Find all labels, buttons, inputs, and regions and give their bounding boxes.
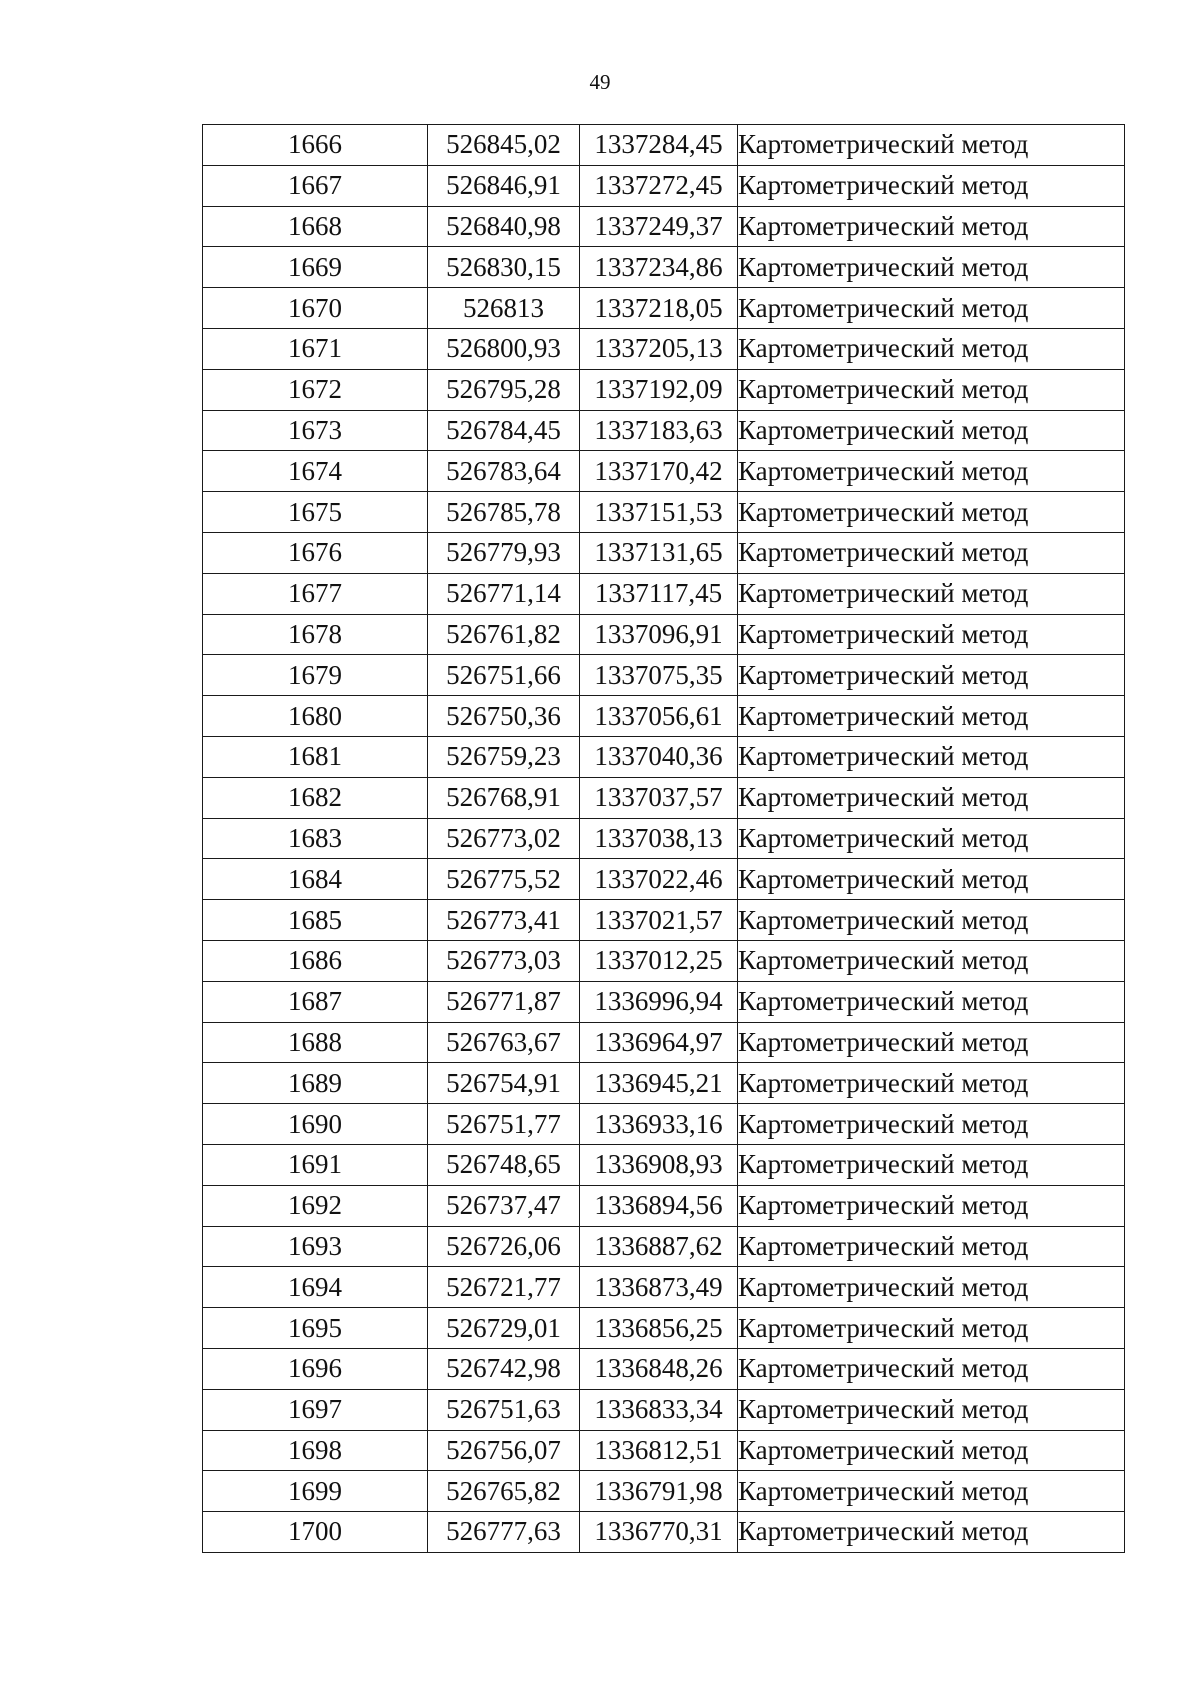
y-coordinate-cell: 1337205,13: [580, 328, 738, 369]
x-coordinate-cell: 526795,28: [428, 369, 580, 410]
point-number-cell: 1679: [203, 655, 428, 696]
y-coordinate-cell: 1337096,91: [580, 614, 738, 655]
y-coordinate-cell: 1336791,98: [580, 1471, 738, 1512]
table-row: [203, 1185, 1125, 1226]
point-number-cell: 1677: [203, 573, 428, 614]
point-number-cell: 1675: [203, 492, 428, 533]
y-coordinate-cell: 1336894,56: [580, 1185, 738, 1226]
table-row: [203, 328, 1125, 369]
y-coordinate-cell: 1337075,35: [580, 655, 738, 696]
point-number-cell: 1692: [203, 1185, 428, 1226]
method-cell: Картометрический метод: [738, 451, 1125, 492]
method-cell: Картометрический метод: [738, 614, 1125, 655]
y-coordinate-cell: 1336873,49: [580, 1267, 738, 1308]
method-cell: Картометрический метод: [738, 1348, 1125, 1389]
x-coordinate-cell: 526768,91: [428, 777, 580, 818]
x-coordinate-cell: 526765,82: [428, 1471, 580, 1512]
table-row: [203, 614, 1125, 655]
point-number-cell: 1674: [203, 451, 428, 492]
method-cell: Картометрический метод: [738, 981, 1125, 1022]
point-number-cell: 1685: [203, 900, 428, 941]
method-cell: Картометрический метод: [738, 165, 1125, 206]
x-coordinate-cell: 526771,87: [428, 981, 580, 1022]
y-coordinate-cell: 1336996,94: [580, 981, 738, 1022]
y-coordinate-cell: 1336833,34: [580, 1389, 738, 1430]
table-row: [203, 900, 1125, 941]
table-row: [203, 532, 1125, 573]
y-coordinate-cell: 1337131,65: [580, 532, 738, 573]
x-coordinate-cell: 526721,77: [428, 1267, 580, 1308]
point-number-cell: 1673: [203, 410, 428, 451]
point-number-cell: 1698: [203, 1430, 428, 1471]
y-coordinate-cell: 1337021,57: [580, 900, 738, 941]
table-row: [203, 1471, 1125, 1512]
method-cell: Картометрический метод: [738, 1226, 1125, 1267]
point-number-cell: 1676: [203, 532, 428, 573]
x-coordinate-cell: 526813: [428, 288, 580, 329]
x-coordinate-cell: 526759,23: [428, 736, 580, 777]
method-cell: Картометрический метод: [738, 1063, 1125, 1104]
point-number-cell: 1687: [203, 981, 428, 1022]
table-row: [203, 1063, 1125, 1104]
y-coordinate-cell: 1336856,25: [580, 1308, 738, 1349]
method-cell: Картометрический метод: [738, 777, 1125, 818]
point-number-cell: 1695: [203, 1308, 428, 1349]
table-row: [203, 655, 1125, 696]
table-row: [203, 1267, 1125, 1308]
x-coordinate-cell: 526771,14: [428, 573, 580, 614]
method-cell: Картометрический метод: [738, 1267, 1125, 1308]
point-number-cell: 1669: [203, 247, 428, 288]
table-row: [203, 573, 1125, 614]
point-number-cell: 1668: [203, 206, 428, 247]
point-number-cell: 1681: [203, 736, 428, 777]
point-number-cell: 1697: [203, 1389, 428, 1430]
method-cell: Картометрический метод: [738, 1471, 1125, 1512]
table-row: [203, 1389, 1125, 1430]
table-row: [203, 451, 1125, 492]
method-cell: Картометрический метод: [738, 288, 1125, 329]
x-coordinate-cell: 526751,66: [428, 655, 580, 696]
method-cell: Картометрический метод: [738, 1308, 1125, 1349]
table-row: [203, 1430, 1125, 1471]
method-cell: Картометрический метод: [738, 736, 1125, 777]
method-cell: Картометрический метод: [738, 206, 1125, 247]
x-coordinate-cell: 526830,15: [428, 247, 580, 288]
x-coordinate-cell: 526773,03: [428, 940, 580, 981]
x-coordinate-cell: 526763,67: [428, 1022, 580, 1063]
y-coordinate-cell: 1337284,45: [580, 125, 738, 166]
x-coordinate-cell: 526777,63: [428, 1512, 580, 1553]
y-coordinate-cell: 1336945,21: [580, 1063, 738, 1104]
point-number-cell: 1699: [203, 1471, 428, 1512]
table-row: [203, 125, 1125, 166]
point-number-cell: 1689: [203, 1063, 428, 1104]
point-number-cell: 1671: [203, 328, 428, 369]
x-coordinate-cell: 526775,52: [428, 859, 580, 900]
x-coordinate-cell: 526751,63: [428, 1389, 580, 1430]
table-row: [203, 1104, 1125, 1145]
coordinates-table-body: [203, 125, 1125, 1553]
y-coordinate-cell: 1336812,51: [580, 1430, 738, 1471]
table-row: [203, 696, 1125, 737]
x-coordinate-cell: 526846,91: [428, 165, 580, 206]
table-row: [203, 940, 1125, 981]
y-coordinate-cell: 1336887,62: [580, 1226, 738, 1267]
table-row: [203, 1308, 1125, 1349]
point-number-cell: 1680: [203, 696, 428, 737]
method-cell: Картометрический метод: [738, 655, 1125, 696]
table-row: [203, 369, 1125, 410]
y-coordinate-cell: 1337183,63: [580, 410, 738, 451]
x-coordinate-cell: 526737,47: [428, 1185, 580, 1226]
x-coordinate-cell: 526800,93: [428, 328, 580, 369]
y-coordinate-cell: 1337037,57: [580, 777, 738, 818]
x-coordinate-cell: 526840,98: [428, 206, 580, 247]
table-row: [203, 288, 1125, 329]
point-number-cell: 1696: [203, 1348, 428, 1389]
table-row: [203, 1022, 1125, 1063]
x-coordinate-cell: 526779,93: [428, 532, 580, 573]
x-coordinate-cell: 526742,98: [428, 1348, 580, 1389]
x-coordinate-cell: 526750,36: [428, 696, 580, 737]
x-coordinate-cell: 526773,41: [428, 900, 580, 941]
y-coordinate-cell: 1336908,93: [580, 1144, 738, 1185]
point-number-cell: 1684: [203, 859, 428, 900]
y-coordinate-cell: 1337218,05: [580, 288, 738, 329]
point-number-cell: 1693: [203, 1226, 428, 1267]
y-coordinate-cell: 1337117,45: [580, 573, 738, 614]
method-cell: Картометрический метод: [738, 1185, 1125, 1226]
method-cell: Картометрический метод: [738, 573, 1125, 614]
table-row: [203, 165, 1125, 206]
method-cell: Картометрический метод: [738, 1430, 1125, 1471]
table-row: [203, 1144, 1125, 1185]
point-number-cell: 1694: [203, 1267, 428, 1308]
x-coordinate-cell: 526726,06: [428, 1226, 580, 1267]
table-row: [203, 859, 1125, 900]
table-row: [203, 410, 1125, 451]
point-number-cell: 1700: [203, 1512, 428, 1553]
method-cell: Картометрический метод: [738, 818, 1125, 859]
table-row: [203, 777, 1125, 818]
y-coordinate-cell: 1337040,36: [580, 736, 738, 777]
y-coordinate-cell: 1336770,31: [580, 1512, 738, 1553]
x-coordinate-cell: 526751,77: [428, 1104, 580, 1145]
method-cell: Картометрический метод: [738, 1389, 1125, 1430]
y-coordinate-cell: 1337012,25: [580, 940, 738, 981]
y-coordinate-cell: 1337151,53: [580, 492, 738, 533]
method-cell: Картометрический метод: [738, 328, 1125, 369]
x-coordinate-cell: 526754,91: [428, 1063, 580, 1104]
method-cell: Картометрический метод: [738, 1022, 1125, 1063]
y-coordinate-cell: 1337022,46: [580, 859, 738, 900]
point-number-cell: 1672: [203, 369, 428, 410]
x-coordinate-cell: 526784,45: [428, 410, 580, 451]
x-coordinate-cell: 526783,64: [428, 451, 580, 492]
y-coordinate-cell: 1337192,09: [580, 369, 738, 410]
method-cell: Картометрический метод: [738, 859, 1125, 900]
y-coordinate-cell: 1337272,45: [580, 165, 738, 206]
method-cell: Картометрический метод: [738, 900, 1125, 941]
point-number-cell: 1683: [203, 818, 428, 859]
point-number-cell: 1670: [203, 288, 428, 329]
method-cell: Картометрический метод: [738, 696, 1125, 737]
point-number-cell: 1690: [203, 1104, 428, 1145]
table-row: [203, 247, 1125, 288]
table-row: [203, 1348, 1125, 1389]
x-coordinate-cell: 526729,01: [428, 1308, 580, 1349]
method-cell: Картометрический метод: [738, 532, 1125, 573]
method-cell: Картометрический метод: [738, 1512, 1125, 1553]
x-coordinate-cell: 526748,65: [428, 1144, 580, 1185]
table-row: [203, 1226, 1125, 1267]
x-coordinate-cell: 526785,78: [428, 492, 580, 533]
table-row: [203, 981, 1125, 1022]
point-number-cell: 1667: [203, 165, 428, 206]
y-coordinate-cell: 1337170,42: [580, 451, 738, 492]
x-coordinate-cell: 526761,82: [428, 614, 580, 655]
x-coordinate-cell: 526756,07: [428, 1430, 580, 1471]
point-number-cell: 1666: [203, 125, 428, 166]
table-row: [203, 1512, 1125, 1553]
method-cell: Картометрический метод: [738, 940, 1125, 981]
y-coordinate-cell: 1337056,61: [580, 696, 738, 737]
coordinates-table: [202, 124, 1125, 1553]
y-coordinate-cell: 1337038,13: [580, 818, 738, 859]
method-cell: Картометрический метод: [738, 492, 1125, 533]
table-row: [203, 206, 1125, 247]
method-cell: Картометрический метод: [738, 410, 1125, 451]
table-row: [203, 492, 1125, 533]
y-coordinate-cell: 1336933,16: [580, 1104, 738, 1145]
method-cell: Картометрический метод: [738, 369, 1125, 410]
table-row: [203, 818, 1125, 859]
page-number: 49: [589, 70, 611, 94]
point-number-cell: 1678: [203, 614, 428, 655]
point-number-cell: 1688: [203, 1022, 428, 1063]
y-coordinate-cell: 1336848,26: [580, 1348, 738, 1389]
point-number-cell: 1686: [203, 940, 428, 981]
method-cell: Картометрический метод: [738, 1144, 1125, 1185]
table-row: [203, 736, 1125, 777]
point-number-cell: 1691: [203, 1144, 428, 1185]
point-number-cell: 1682: [203, 777, 428, 818]
y-coordinate-cell: 1336964,97: [580, 1022, 738, 1063]
method-cell: Картометрический метод: [738, 125, 1125, 166]
x-coordinate-cell: 526845,02: [428, 125, 580, 166]
x-coordinate-cell: 526773,02: [428, 818, 580, 859]
method-cell: Картометрический метод: [738, 1104, 1125, 1145]
method-cell: Картометрический метод: [738, 247, 1125, 288]
y-coordinate-cell: 1337249,37: [580, 206, 738, 247]
y-coordinate-cell: 1337234,86: [580, 247, 738, 288]
